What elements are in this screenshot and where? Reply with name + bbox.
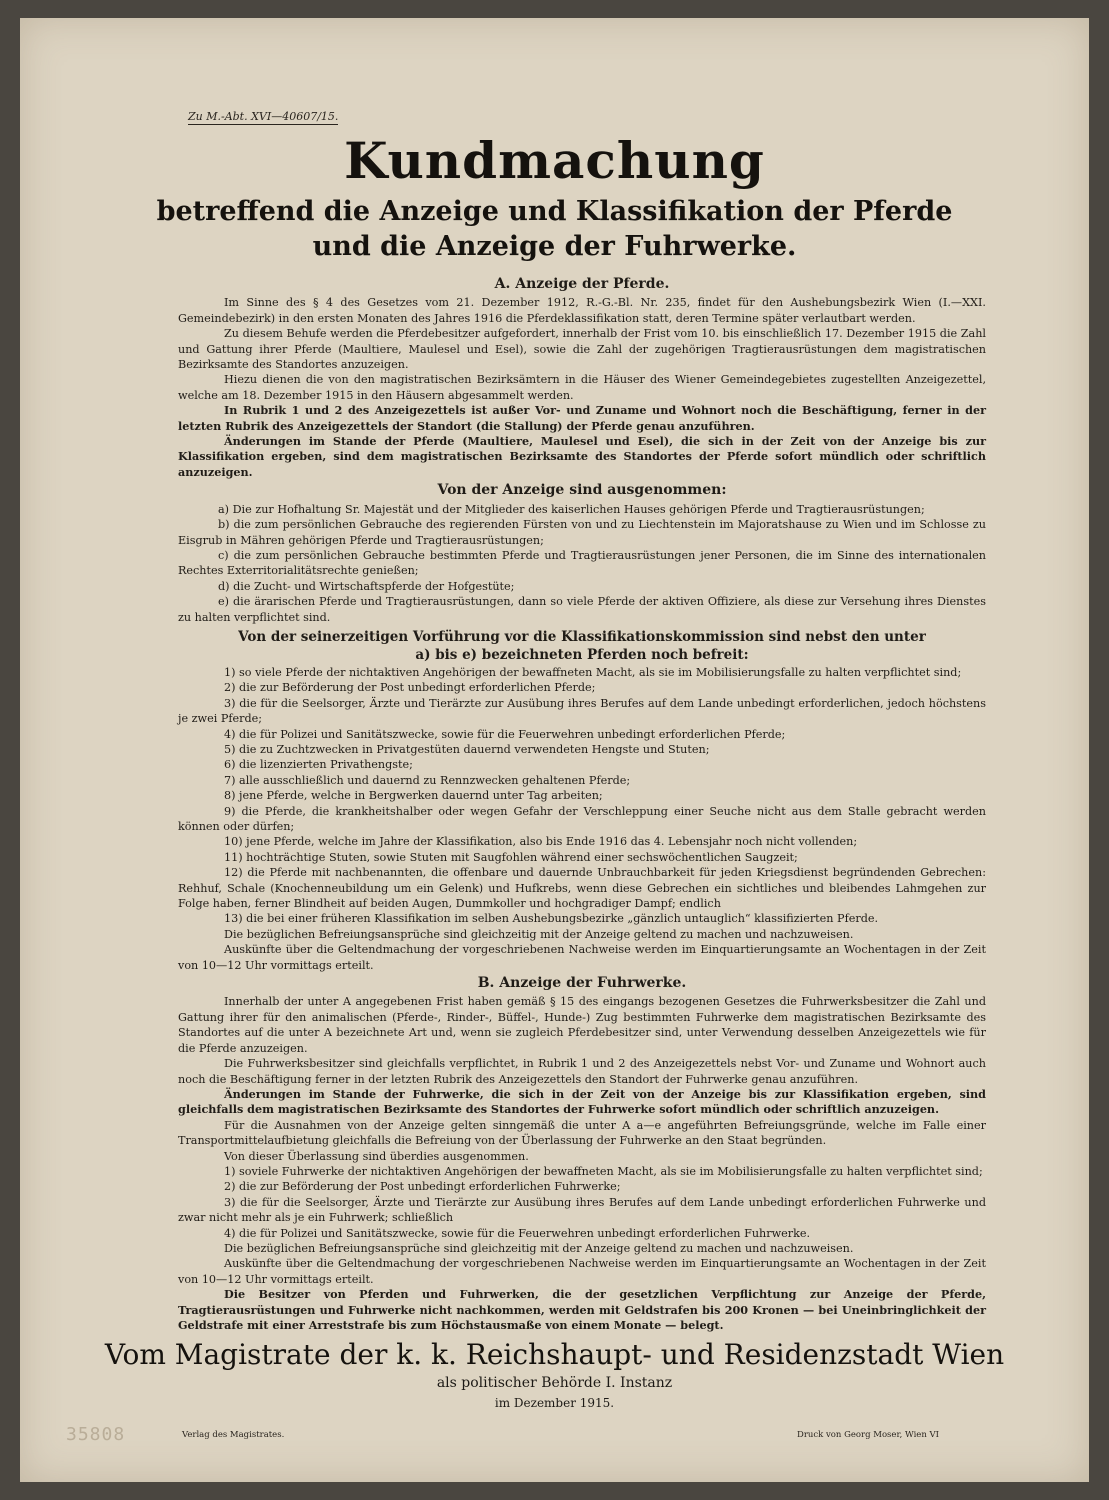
exempt-item: e) die ärarischen Pferde und Tragtierausrüstungen, dann so viele Pferde der aktiven Offiziere, als diese zur Versehung ihres Dienstes zu halten verpflichtet sind. [178, 595, 986, 624]
presentation-item: 7) alle ausschließlich und dauernd zu Rennzwecken gehaltenen Pferde; [224, 773, 631, 787]
exempt-item: d) die Zucht- und Wirtschaftspferde der Hofgestüte; [218, 579, 515, 593]
section-a-closing: Auskünfte über die Geltendmachung der vorgeschriebenen Nachweise werden im Einquartierungsamte an Wochentagen in der Zeit von 10—12 Uhr vormittags erteilt. [178, 943, 986, 972]
section-a-paragraph: Im Sinne des § 4 des Gesetzes vom 21. Dezember 1912, R.-G.-Bl. Nr. 235, findet für den Aushebungsbezirk Wien (I.—XXI. Gemeindebezirk) in den ersten Monaten des Jahres 1916 die Pferdeklassifikation statt, deren Termine später verlautbart werden. [178, 296, 986, 325]
presentation-item: 2) die zur Beförderung der Post unbedingt erforderlichen Pferde; [224, 681, 596, 695]
presentation-item: 9) die Pferde, die krankheitshalber oder wegen Gefahr der Verschleppung einer Seuche nicht aus dem Stalle gebracht werden können oder dürfen; [178, 804, 986, 833]
section-b-item: 2) die zur Beförderung der Post unbedingt erforderlichen Fuhrwerke; [224, 1180, 621, 1194]
section-a-paragraph: In Rubrik 1 und 2 des Anzeigezettels ist außer Vor- und Zuname und Wohnort noch die Beschäftigung, ferner in der letzten Rubrik des Anzeigezettels der Standort (die Stallung) der Pferde genau anzuführen. [178, 403, 986, 433]
section-b-heading: B. Anzeige der Fuhrwerke. [477, 975, 687, 992]
section-b-closing: Die bezüglichen Befreiungsansprüche sind gleichzeitig mit der Anzeige geltend zu machen und nachzuweisen. [224, 1241, 854, 1255]
section-b-paragraph: Änderungen im Stande der Fuhrwerke, die sich in der Zeit von der Anzeige bis zur Klassifikation ergeben, sind gleichfalls dem magistratischen Bezirksamte des Standortes der Fuhrwerke sofort mündlich oder schriftlich anzuzeigen. [178, 1086, 986, 1117]
publisher-note: Verlag des Magistrates. [182, 1430, 285, 1440]
presentation-item: 13) die bei einer früheren Klassifikation im selben Aushebungsbezirke „gänzlich untauglich“ klassifizierten Pferde. [224, 912, 879, 926]
section-b-closing: Auskünfte über die Geltendmachung der vorgeschriebenen Nachweise werden im Einquartierungsamte an Wochentagen in der Zeit von 10—12 Uhr vormittags erteilt. [178, 1257, 986, 1286]
section-b-item: 4) die für Polizei und Sanitätszwecke, sowie für die Feuerwehren unbedingt erforderlichen Fuhrwerke. [224, 1226, 811, 1240]
poster-sheet [20, 18, 1089, 1482]
presentation-item: 6) die lizenzierten Privathengste; [224, 758, 413, 772]
issue-date: im Dezember 1915. [494, 1396, 615, 1410]
magistrate-signature: Vom Magistrate der k. k. Reichshaupt- und Residenzstadt Wien [104, 1338, 1005, 1371]
presentation-item: 1) so viele Pferde der nichtaktiven Angehörigen der bewaffneten Macht, als sie im Mobilisierungsfalle zu halten verpflichtet sind; [224, 665, 962, 679]
section-a-heading: A. Anzeige der Pferde. [494, 276, 670, 292]
section-a-paragraph: Zu diesem Behufe werden die Pferdebesitzer aufgefordert, innerhalb der Frist vom 10. bis einschließlich 17. Dezember 1915 die Zahl und Gattung ihrer Pferde (Maultiere, Maulesel und Esel), sowie die Zahl der zugehörigen Tragtierausrüstungen dem magistratischen Bezirksamte des Standortes anzuzeigen. [178, 327, 986, 372]
presentation-item: 8) jene Pferde, welche in Bergwerken dauernd unter Tag arbeiten; [224, 789, 603, 803]
presentation-heading-2: a) bis e) bezeichneten Pferden noch befreit: [415, 646, 749, 663]
authority-line: als politischer Behörde I. Instanz [436, 1375, 673, 1391]
printer-note: Druck von Georg Moser, Wien VI [797, 1430, 939, 1440]
presentation-item: 4) die für Polizei und Sanitätszwecke, sowie für die Feuerwehren unbedingt erforderlichen Pferde; [224, 727, 786, 741]
section-b-paragraph: Die Fuhrwerksbesitzer sind gleichfalls verpflichtet, in Rubrik 1 und 2 des Anzeigezettels nebst Vor- und Zuname und Wohnort auch noch die Beschäftigung ferner in der letzten Rubrik des Anzeigezettels den Standort der Fuhrwerke genau anzuführen. [178, 1057, 986, 1086]
presentation-item: 10) jene Pferde, welche im Jahre der Klassifikation, also bis Ende 1916 das 4. Lebensjahr noch nicht vollenden; [224, 835, 858, 849]
section-b-item: 3) die für die Seelsorger, Ärzte und Tierärzte zur Ausübung ihres Berufes auf dem Lande unbedingt erforderlichen Fuhrwerke und zwar nicht mehr als je ein Fuhrwerk; schließlich [178, 1195, 986, 1225]
archive-number: 35808 [66, 1424, 126, 1445]
presentation-item: 11) hochträchtige Stuten, sowie Stuten mit Saugfohlen während einer sechswöchentlichen Saugzeit; [224, 850, 798, 864]
exempt-item: a) Die zur Hofhaltung Sr. Majestät und der Mitglieder des kaiserlichen Hauses gehörigen Pferde und Tragtierausrüstungen; [218, 502, 925, 516]
section-a-closing: Die bezüglichen Befreiungsansprüche sind gleichzeitig mit der Anzeige geltend zu machen und nachzuweisen. [224, 927, 854, 941]
subtitle-line-1: betreffend die Anzeige und Klassifikation der Pferde [156, 196, 953, 227]
exempt-item: b) die zum persönlichen Gebrauche des regierenden Fürsten von und zu Liechtenstein im Majoratshause zu Wien und im Schlosse zu Eisgrub in Mähren gehörigen Pferde und Tragtierausrüstungen; [178, 518, 986, 547]
section-a-paragraph: Hiezu dienen die von den magistratischen Bezirksämtern in die Häuser des Wiener Gemeindegebietes zugestellten Anzeigezettel, welche am 18. Dezember 1915 in den Häusern abgesammelt werden. [178, 373, 986, 402]
exempt-heading: Von der Anzeige sind ausgenommen: [437, 482, 727, 499]
presentation-item: 3) die für die Seelsorger, Ärzte und Tierärzte zur Ausübung ihres Berufes auf dem Lande unbedingt erforderlichen, jedoch höchstens je zwei Pferde; [178, 696, 986, 726]
reference-number: Zu M.-Abt. XVI—40607/15. [188, 110, 339, 123]
presentation-item: 5) die zu Zuchtzwecken in Privatgestüten dauernd verwendeten Hengste und Stuten; [224, 742, 710, 756]
presentation-heading-1: Von der seinerzeitigen Vorführung vor die Klassifikationskommission sind nebst den unter [238, 628, 926, 645]
section-b-item: 1) soviele Fuhrwerke der nichtaktiven Angehörigen der bewaffneten Macht, als sie im Mobilisierungsfalle zu halten verpflichtet sind; [224, 1164, 983, 1178]
section-b-paragraph: Innerhalb der unter A angegebenen Frist haben gemäß § 15 des eingangs bezogenen Gesetzes die Fuhrwerksbesitzer die Zahl und Gattung ihrer für den animalischen (Pferde-, Rinder-, Büffel-, Hunde-) Zug bestimmten Fuhrwerke dem magistratischen Bezirksamte des Standortes auf die unter A bezeichnete Art und, wenn sie zugleich Pferdebesitzer sind, unter Verwendung desselben Anzeigezettels wie für die Pferde anzuzeigen. [178, 995, 986, 1055]
page-title: Kundmachung [344, 131, 765, 190]
presentation-item: 12) die Pferde mit nachbenannten, die offenbare und dauernde Unbrauchbarkeit für jeden Kriegsdienst begründenden Gebrechen: Rehhuf, Schale (Knochenneubildung um ein Gelenk) und Hufkrebs, wenn diese Gebrechen ein sichtliches und bleibendes Lahmgehen zur Folge haben, ferner Blindheit auf beiden Augen, Dummkoller und hochgradiger Dampf; endlich [178, 866, 986, 911]
section-b-paragraph: Für die Ausnahmen von der Anzeige gelten sinngemäß die unter A a—e angeführten Befreiungsgründe, welche im Falle einer Transportmittelaufbietung gleichfalls die Befreiung von der Überlassung der Fuhrwerke an den Staat begründen. [178, 1118, 986, 1148]
section-a-paragraph: Änderungen im Stande der Pferde (Maultiere, Maulesel und Esel), die sich in der Zeit von der Anzeige bis zur Klassifikation ergeben, sind dem magistratischen Bezirksamte des Standortes der Pferde sofort mündlich oder schriftlich anzuzeigen. [178, 434, 986, 479]
section-b-paragraph: Von dieser Überlassung sind überdies ausgenommen. [224, 1149, 529, 1163]
penalty-notice: Die Besitzer von Pferden und Fuhrwerken, die der gesetzlichen Verpflichtung zur Anzeige der Pferde, Tragtierausrüstungen und Fuhrwerke nicht nachkommen, werden mit Geldstrafen bis 200 Kronen — bei Uneinbringlichkeit der Geldstrafe mit einer Arreststrafe bis zum Höchstausmaße von einem Monate — belegt. [178, 1287, 986, 1332]
main-text [178, 274, 986, 1333]
exempt-item: c) die zum persönlichen Gebrauche bestimmten Pferde und Tragtierausrüstungen jener Personen, die im Sinne des internationalen Rechtes Exterritorialitätsrechte genießen; [178, 548, 986, 578]
subtitle-line-2: und die Anzeige der Fuhrwerke. [312, 231, 797, 262]
